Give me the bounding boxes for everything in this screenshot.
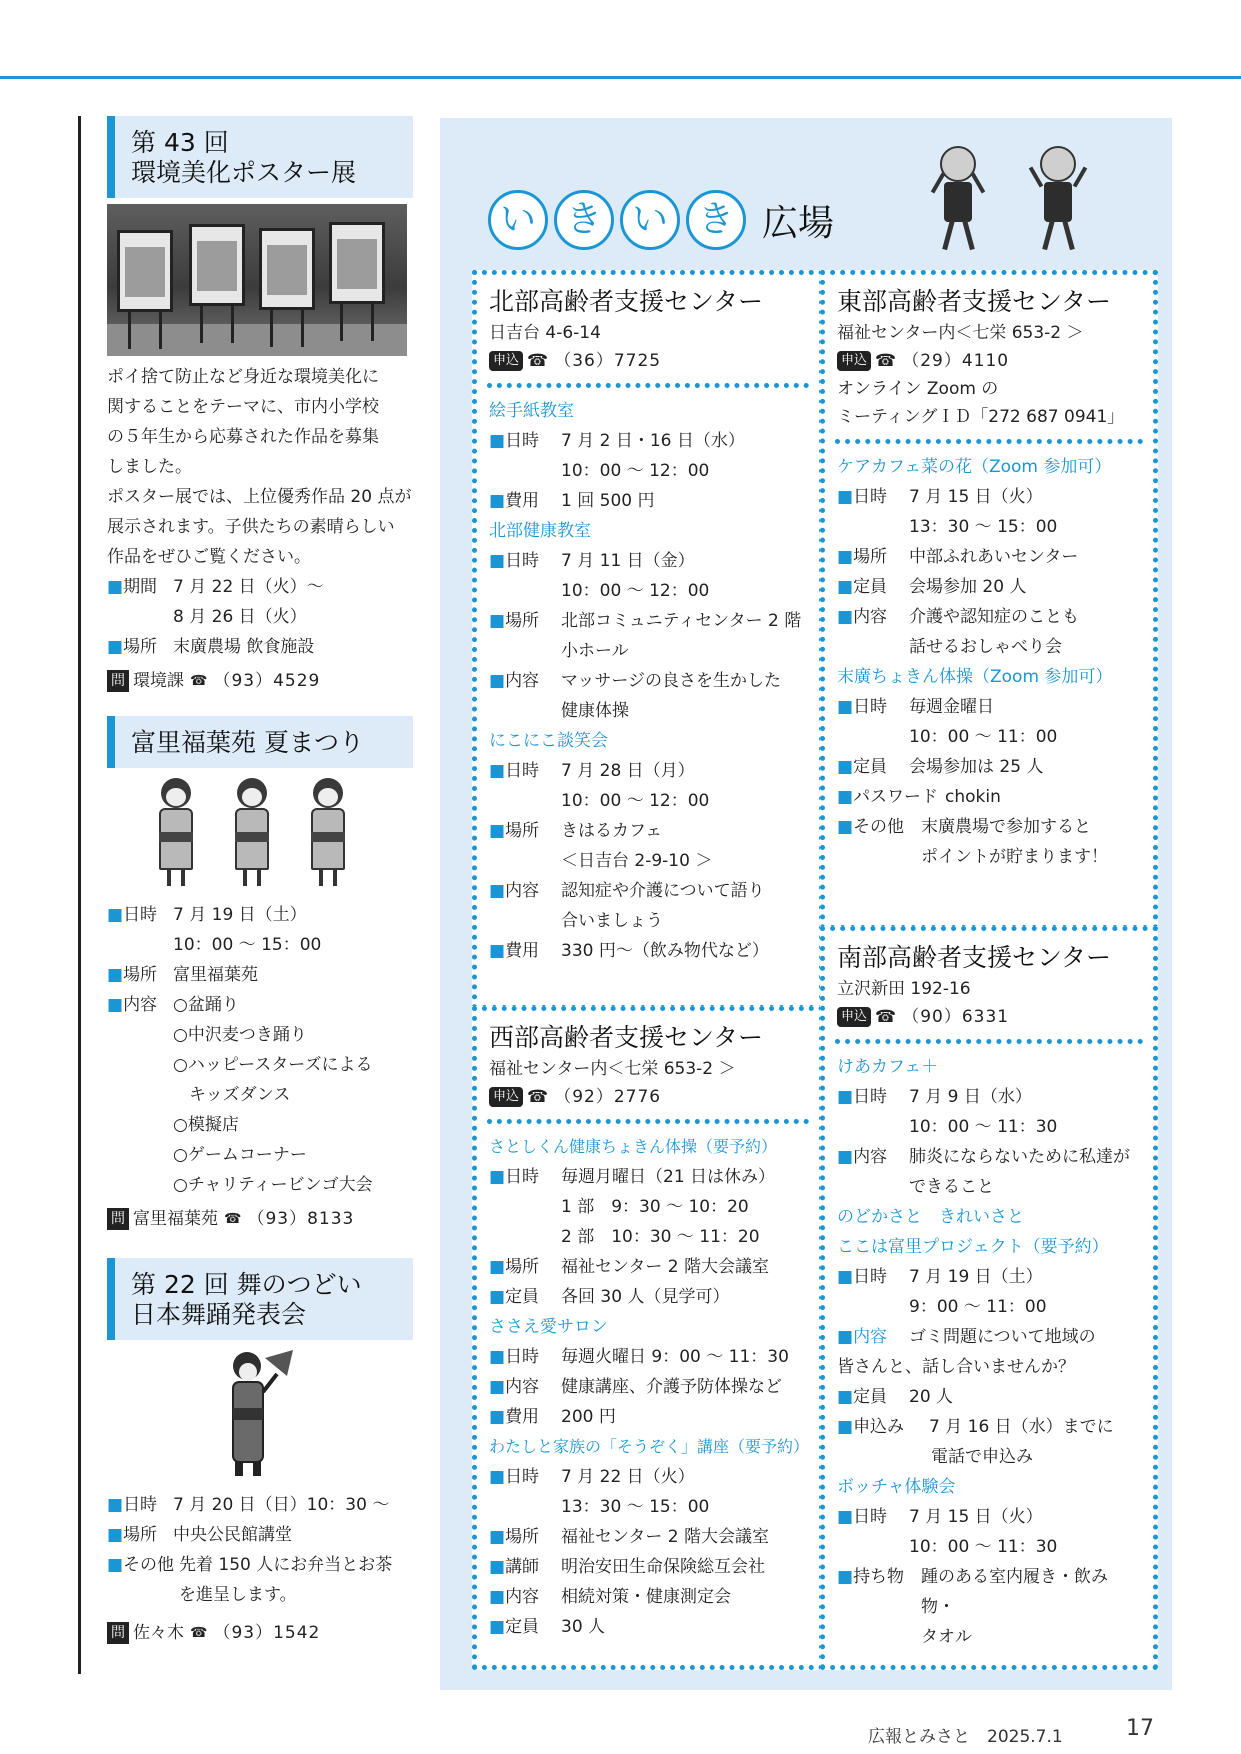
- west-event-title: わたしと家族の「そうぞく」講座（要予約）: [489, 1437, 810, 1456]
- west-address: 福祉センター内＜七栄 653-2 ＞: [489, 1059, 736, 1079]
- ikiiki-plaza-panel: [440, 118, 1172, 1690]
- phone-icon: ☎: [875, 1007, 897, 1027]
- poster-exhibit-title: [107, 116, 413, 198]
- elderly-man-icon: [930, 146, 986, 254]
- east-event-title: ケアカフェ菜の花（Zoom 参加可）: [837, 457, 1112, 477]
- poster-contact: 問 環境課 ☎ （93）4529: [107, 666, 413, 696]
- header-char: き: [554, 190, 614, 250]
- poster-title-line1: 第 43 回: [131, 128, 229, 157]
- japanese-dancer-illustration: [107, 1348, 413, 1484]
- left-column: [78, 116, 413, 1674]
- south-center-box: 南部高齢者支援センター 立沢新田 192-16 申込 ☎ （90）6331 けあカフェ＋ ■日時 7 月 9 日（水） 10：00 ～ 11：30 ■内容 肺炎にならないために私達が できること のどかさと きれいさと ここは富里プロジェクト（要予約） ■日時 7 月 19 日（土） 9：00 ～ 11：00 ■内容 ゴミ問題について地域の 皆さんと、話し合いませんか？ ■定員 20 人 ■申込み 7 月 16 日（水）までに 電話で申込み ボッチャ体験会 ■日時 7 月 15 日（火） 10：00 ～ 11：30 ■持ち物 踵のある室内履き・飲み物・ タオル: [820, 926, 1158, 1670]
- dance-date: ■日時 7 月 20 日（日）10：30 ～: [107, 1495, 390, 1515]
- west-center-box: 西部高齢者支援センター 福祉センター内＜七栄 653-2 ＞ 申込 ☎ （92）2776 さとしくん健康ちょきん体操（要予約） ■日時 毎週月曜日（21 日は休み） 1 部 9：30 ～ 10：20 2 部 10：30 ～ 11：20 ■場所 福祉センター 2 階大会議室 ■定員 各回 30 人（見学可） ささえ愛サロン ■日時 毎週火曜日 9：00 ～ 11：30 ■内容 健康講座、介護予防体操など ■費用 200 円 わたしと家族の「そうぞく」講座（要予約） ■日時 7 月 22 日（火） 13：30 ～ 15：00 ■場所 福祉センター 2 階大会議室 ■講師 明治安田生命保険総互会社 ■内容 相続対策・健康測定会 ■定員 30 人: [472, 1006, 824, 1670]
- east-address: 福祉センター内＜七栄 653-2 ＞: [837, 323, 1084, 343]
- east-center-title: 東部高齢者支援センター: [837, 287, 1112, 316]
- poster-place: ■場所 末廣農場 飲食施設: [107, 637, 315, 657]
- north-address: 日吉台 4-6-14: [489, 323, 601, 343]
- summer-place: ■場所 富里福葉苑: [107, 965, 258, 985]
- phone-icon: ☎: [875, 351, 897, 371]
- south-address: 立沢新田 192-16: [837, 979, 971, 999]
- south-center-title: 南部高齢者支援センター: [837, 943, 1112, 972]
- north-center-title: 北部高齢者支援センター: [489, 287, 764, 316]
- dance-other: ■その他 先着 150 人にお弁当とお茶: [107, 1555, 393, 1575]
- phone-icon: ☎: [527, 351, 549, 371]
- summer-festival-title: 富里福葉苑 夏まつり: [107, 716, 413, 768]
- phone-icon: ☎: [224, 1211, 242, 1227]
- header-word: 広場: [762, 202, 835, 244]
- poster-exhibit-photo: [107, 204, 407, 356]
- footer-publication: 広報とみさと 2025.7.1: [868, 1727, 1063, 1747]
- summer-time: 10：00 ～ 15：00: [173, 935, 322, 955]
- west-event-title: ささえ愛サロン: [489, 1317, 608, 1337]
- summer-date: ■日時 7 月 19 日（土）: [107, 905, 307, 925]
- dance-other-cont: を進呈します。: [179, 1585, 297, 1605]
- elderly-woman-icon: [1030, 146, 1086, 254]
- summer-item: ○ゲームコーナー: [173, 1145, 307, 1165]
- header-char: き: [686, 190, 746, 250]
- dance-event-title: 第 22 回 舞のつどい 日本舞踊発表会: [107, 1258, 413, 1340]
- poster-description: ポイ捨て防止など身近な環境美化に 関することをテーマに、市内小学校 の５年生から応募された作品を募集 しました。 ポスター展では、上位優秀作品 20 点が 展示されます。子供たちの素晴らしい 作品をぜひご覧ください。: [107, 367, 412, 567]
- summer-item: キッズダンス: [189, 1085, 291, 1105]
- apply-badge: 申込: [489, 351, 523, 371]
- phone-icon: ☎: [190, 673, 208, 689]
- inquiry-icon: 問: [107, 1208, 129, 1230]
- north-center-box: 北部高齢者支援センター 日吉台 4-6-14 申込 ☎ （36）7725 絵手紙教室 ■日時 7 月 2 日・16 日（水） 10：00 ～ 12：00 ■費用 1 回 500 円 北部健康教室 ■日時 7 月 11 日（金） 10：00 ～ 12：00 ■場所 北部コミュニティセンター 2 階 小ホール ■内容 マッサージの良さを生かした 健康体操 にこにこ談笑会 ■日時 7 月 28 日（月） 10：00 ～ 12：00 ■場所 きはるカフェ ＜日吉台 2-9-10 ＞ ■内容 認知症や介護について語り 合いましょう ■費用 330 円～（飲み物代など）: [472, 270, 824, 1010]
- inquiry-icon: 問: [107, 670, 129, 692]
- east-online: オンライン Zoom の: [837, 379, 999, 399]
- ikiiki-header: [488, 190, 834, 250]
- south-event-title: けあカフェ＋: [837, 1057, 939, 1077]
- header-char: い: [488, 190, 548, 250]
- summer-item: ○ハッピースターズによる: [173, 1055, 373, 1075]
- apply-badge: 申込: [837, 351, 871, 371]
- north-event-title: にこにこ談笑会: [489, 731, 608, 751]
- summer-item: ○チャリティービンゴ大会: [173, 1175, 373, 1195]
- top-rule: [0, 76, 1241, 79]
- dancer-icon: [217, 1348, 297, 1480]
- south-event-title: のどかさと きれいさと: [837, 1207, 1024, 1227]
- north-event-title: 北部健康教室: [489, 521, 591, 541]
- north-phone: 申込 ☎ （36）7725: [489, 347, 807, 375]
- dance-contact: 問 佐々木 ☎ （93）1542: [107, 1618, 413, 1648]
- summer-contact: 問 富里福葉苑 ☎ （93）8133: [107, 1204, 413, 1234]
- page-number: 17: [1126, 1716, 1154, 1741]
- north-event-title: 絵手紙教室: [489, 401, 574, 421]
- phone-icon: ☎: [527, 1087, 549, 1107]
- south-event-title: ここは富里プロジェクト（要予約）: [837, 1237, 1109, 1257]
- dancing-kids-illustration: [107, 776, 413, 894]
- east-meeting-id: ミーティングＩＤ「272 687 0941」: [837, 407, 1125, 427]
- summer-item: ○模擬店: [173, 1115, 239, 1135]
- east-phone: 申込 ☎ （29）4110: [837, 347, 1141, 375]
- south-event-title: ボッチャ体験会: [837, 1477, 956, 1497]
- poster-title-line2: 環境美化ポスター展: [131, 158, 357, 187]
- summer-item: ○中沢麦つき踊り: [173, 1025, 307, 1045]
- west-event-title: さとしくん健康ちょきん体操（要予約）: [489, 1137, 778, 1156]
- west-center-title: 西部高齢者支援センター: [489, 1023, 764, 1052]
- phone-icon: ☎: [190, 1625, 208, 1641]
- summer-content: ■内容 ○盆踊り: [107, 995, 239, 1015]
- east-event-title: 末廣ちょきん体操（Zoom 参加可）: [837, 667, 1113, 687]
- inquiry-icon: 問: [107, 1622, 129, 1644]
- header-char: い: [620, 190, 680, 250]
- poster-period: ■期間 7 月 22 日（火）～: [107, 577, 324, 597]
- apply-badge: 申込: [837, 1007, 871, 1027]
- west-phone: 申込 ☎ （92）2776: [489, 1083, 807, 1111]
- apply-badge: 申込: [489, 1087, 523, 1107]
- poster-period-end: 8 月 26 日（火）: [173, 607, 307, 627]
- south-phone: 申込 ☎ （90）6331: [837, 1003, 1141, 1031]
- east-center-box: 東部高齢者支援センター 福祉センター内＜七栄 653-2 ＞ 申込 ☎ （29）4110 オンライン Zoom の ミーティングＩＤ「272 687 0941」 ケアカフェ菜の花（Zoom 参加可） ■日時 7 月 15 日（火） 13：30 ～ 15：00 ■場所 中部ふれあいセンター ■定員 会場参加 20 人 ■内容 介護や認知症のことも 話せるおしゃべり会 末廣ちょきん体操（Zoom 参加可） ■日時 毎週金曜日 10：00 ～ 11：00 ■定員 会場参加は 25 人 ■パスワード chokin ■その他 末廣農場で参加すると ポイントが貯まります！: [820, 270, 1158, 930]
- dance-place: ■場所 中央公民館講堂: [107, 1525, 292, 1545]
